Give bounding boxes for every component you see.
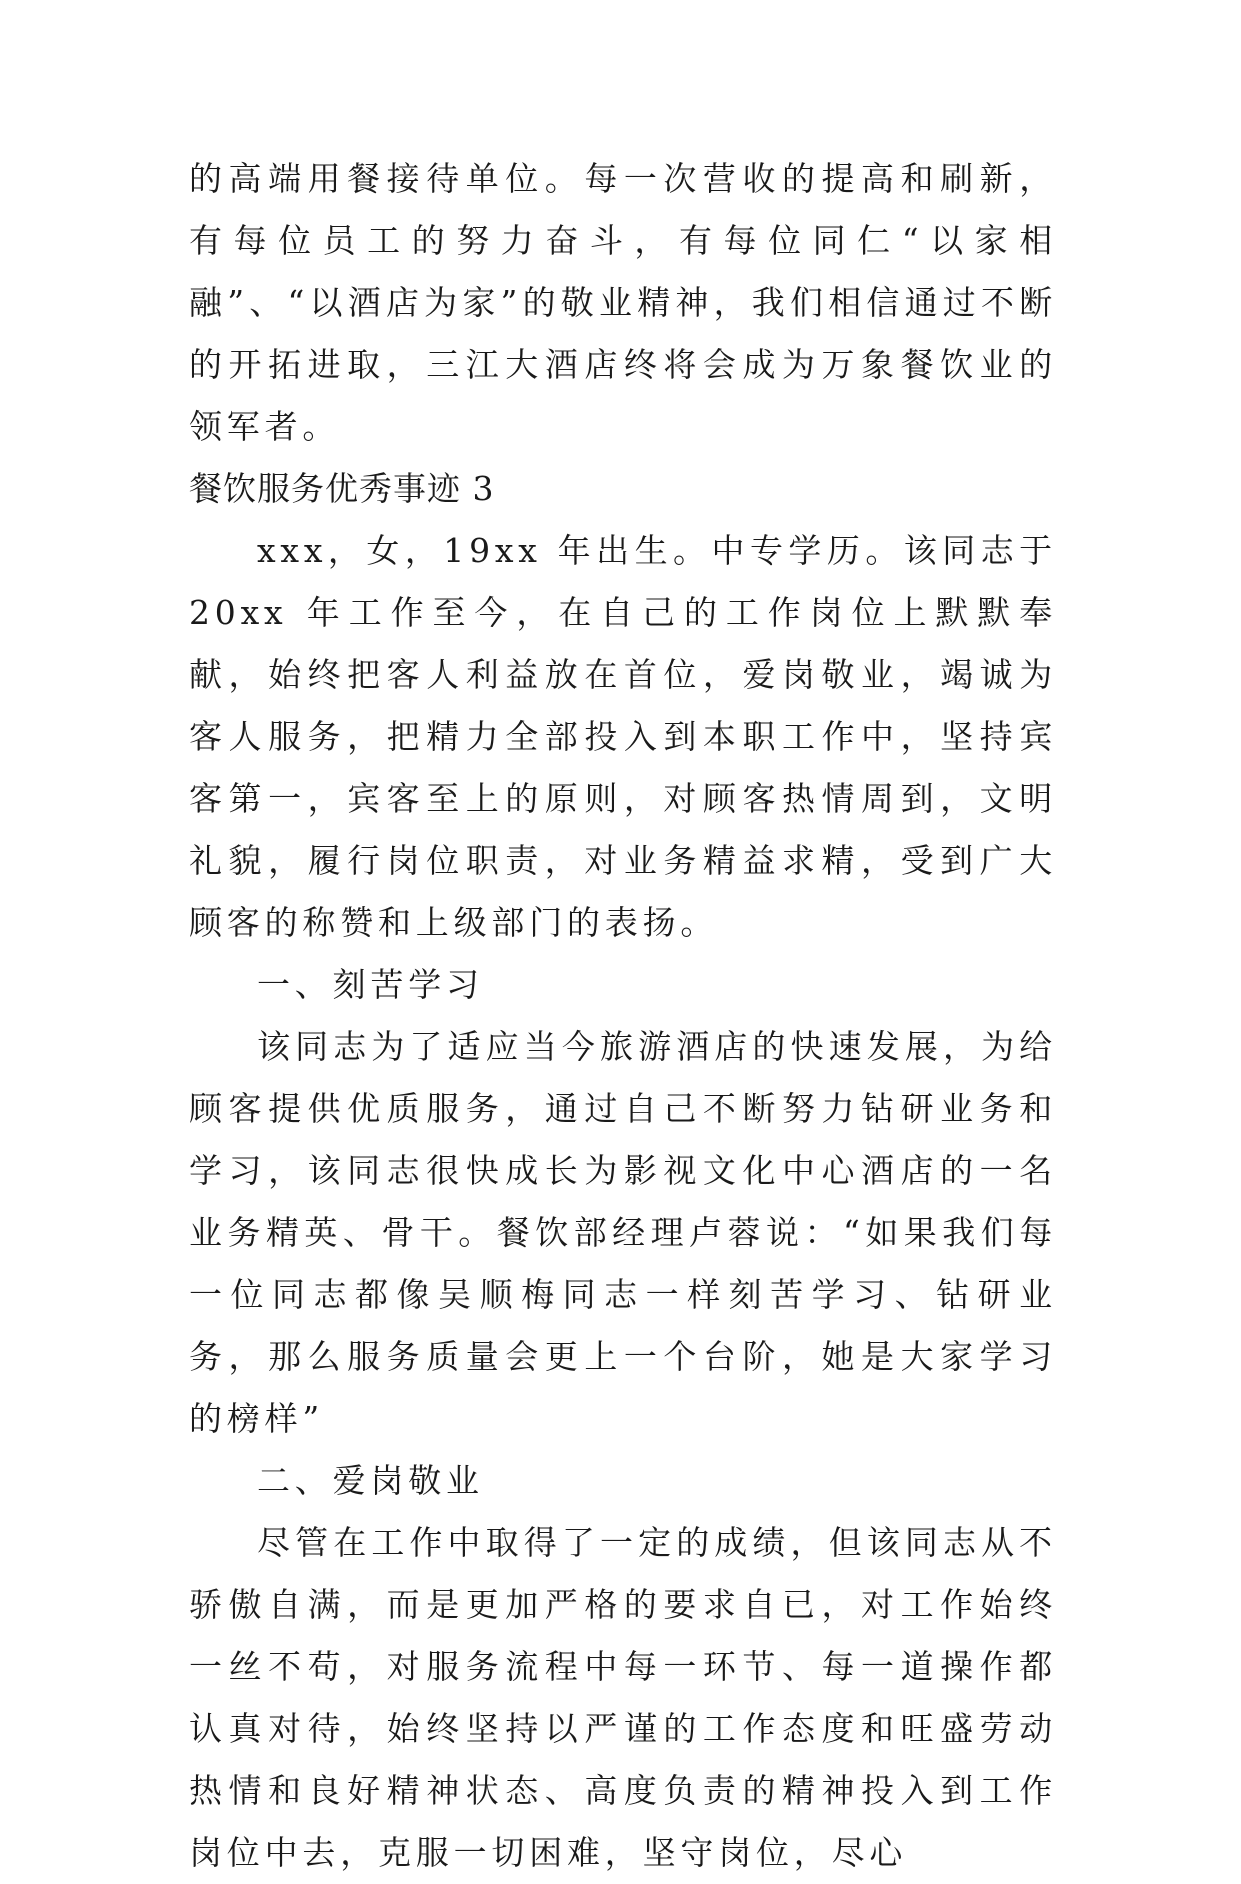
- paragraph-study: 该同志为了适应当今旅游酒店的快速发展，为给顾客提供优质服务，通过自己不断努力钻研业务和学习，该同志很快成长为影视文化中心酒店的一名业务精英、骨干。餐饮部经理卢蓉说：“如果我们每一位同志都像吴顺梅同志一样刻苦学习、钻研业务，那么服务质量会更上一个台阶，她是大家学习的榜样”: [189, 1027, 1057, 1438]
- paragraph-dedication: 尽管在工作中取得了一定的成绩，但该同志从不骄傲自满，而是更加严格的要求自已，对工作始终一丝不苟，对服务流程中每一环节、每一道操作都认真对待，始终坚持以严谨的工作态度和旺盛劳动热情和良好精神状态、高度负责的精神投入到工作岗位中去，克服一切困难，坚守岗位，尽心: [189, 1523, 1057, 1872]
- subheading-dedication: 二、爱岗敬业: [257, 1461, 484, 1500]
- subheading-study: 一、刻苦学习: [257, 965, 484, 1004]
- section-heading: 餐饮服务优秀事迹 3: [189, 469, 495, 508]
- paragraph-continuation: 的高端用餐接待单位。每一次营收的提高和刷新，有每位员工的努力奋斗，有每位同仁“以家相融”、“以酒店为家”的敬业精神，我们相信通过不断的开拓进取，三江大酒店终将会成为万象餐饮业的领军者。: [189, 159, 1057, 446]
- document-body: [189, 148, 1057, 1884]
- paragraph-intro: xxx，女，19xx 年出生。中专学历。该同志于 20xx 年工作至今，在自己的工作岗位上默默奉献，始终把客人利益放在首位，爱岗敬业，竭诚为客人服务，把精力全部投入到本职工作中，坚持宾客第一，宾客至上的原则，对顾客热情周到，文明礼貌，履行岗位职责，对业务精益求精，受到广大顾客的称赞和上级部门的表扬。: [189, 531, 1057, 942]
